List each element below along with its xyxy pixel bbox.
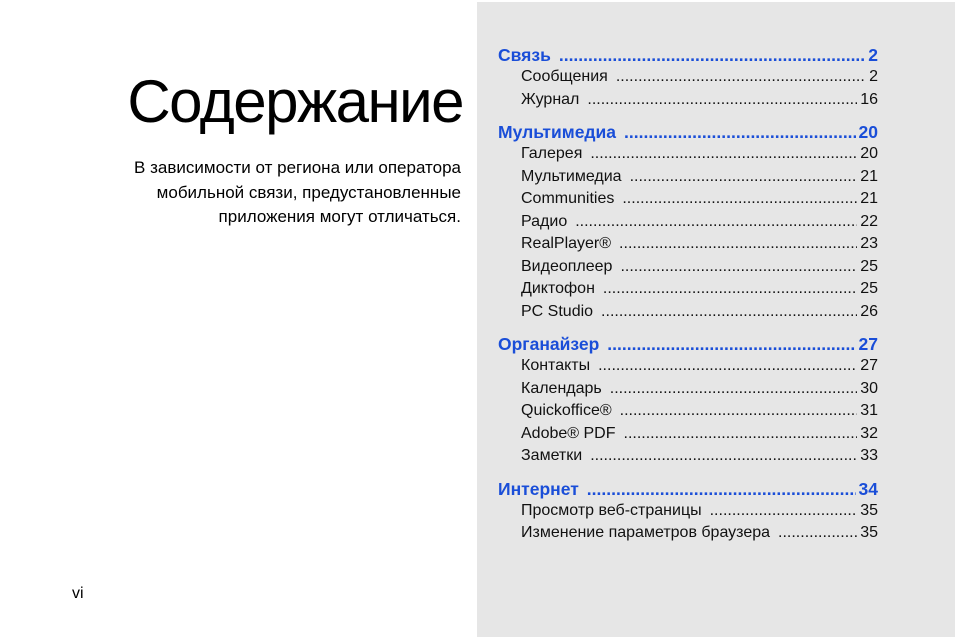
toc-entry-page: 20 [860,145,878,162]
toc-entry[interactable] [498,500,878,523]
toc-section-link[interactable] [498,478,878,500]
toc-entry-label: Мультимедиа [521,167,622,185]
toc-entry-page: 30 [860,379,878,397]
toc-section [498,478,878,545]
toc-entry-label: Communities [521,190,615,207]
toc-section-label: Органайзер [498,334,600,354]
toc-entry[interactable] [498,445,878,468]
toc-entry[interactable] [498,378,878,401]
toc-entry-page: 27 [860,357,878,374]
toc-leader-dots [620,400,858,423]
toc-leader-dots [575,211,857,234]
toc-entry-label: Изменение параметров браузера [521,524,771,541]
page-title: Содержание [127,68,463,135]
toc-entry-label: Adobe® PDF [521,424,616,442]
toc-leader-dots [778,522,857,545]
toc-entry-label: PC Studio [521,302,594,320]
toc-entry-page: 23 [860,235,878,252]
toc-entry-label: Контакты [521,357,591,374]
left-page [0,0,477,637]
toc-leader-dots [559,44,865,66]
toc-entry[interactable] [498,143,878,166]
toc-entry-label: Заметки [521,447,583,464]
page-number: vi [72,585,84,602]
toc-entry-page: 2 [869,68,878,85]
toc-leader-dots [616,66,866,89]
toc-entry-page: 33 [860,447,878,464]
toc-entry[interactable] [498,278,878,301]
toc-section-page: 34 [858,478,878,499]
toc-leader-dots [624,423,858,446]
toc-leader-dots [619,233,857,256]
toc-entry[interactable] [498,301,878,324]
toc-section-label: Мультимедиа [498,122,617,142]
toc-leader-dots [590,445,857,468]
toc-section-link[interactable] [498,121,878,143]
toc-entry-page: 32 [860,424,878,442]
toc-section-link[interactable] [498,44,878,66]
toc-section-page: 27 [858,334,878,354]
toc-entry[interactable] [498,233,878,256]
toc-entry-page: 25 [860,280,878,297]
toc-entry[interactable] [498,423,878,446]
toc-entry-page: 21 [860,167,878,185]
toc-entry[interactable] [498,522,878,545]
toc-entry-label: Просмотр веб-страницы [521,501,702,519]
toc-section-page: 20 [858,122,878,142]
toc-entry[interactable] [498,66,878,89]
toc-leader-dots [598,355,857,378]
toc-entry-page: 31 [860,402,878,419]
toc-entry-label: RealPlayer® [521,235,612,252]
toc-entry[interactable] [498,256,878,279]
toc-leader-dots [630,166,858,189]
toc-section-label: Интернет [498,478,579,499]
toc-entry-label: Журнал [521,90,580,108]
toc-entry-label: Видеоплеер [521,257,613,275]
toc-entry[interactable] [498,211,878,234]
toc-leader-dots [590,143,857,166]
toc-entry-page: 35 [860,501,878,519]
toc-entry-label: Сообщения [521,68,608,85]
toc-section [498,333,878,468]
toc-panel [477,2,955,637]
toc-entry-label: Радио [521,212,568,230]
toc-entry-page: 21 [860,190,878,207]
toc-entry-page: 16 [860,90,878,108]
toc-leader-dots [622,188,857,211]
toc-entry-page: 35 [860,524,878,541]
toc-leader-dots [624,121,856,143]
toc-entry[interactable] [498,188,878,211]
toc-entry-label: Quickoffice® [521,402,612,419]
toc-leader-dots [610,378,857,401]
toc-section [498,121,878,323]
toc-section-link[interactable] [498,333,878,355]
toc-leader-dots [620,256,857,279]
toc-section-page: 2 [868,45,878,65]
toc-section-label: Связь [498,45,551,65]
toc-entry-label: Календарь [521,379,602,397]
toc-entry-label: Диктофон [521,280,595,297]
toc-entry-page: 22 [860,212,878,230]
toc-entry-page: 25 [860,257,878,275]
toc-entry[interactable] [498,89,878,112]
toc-entry[interactable] [498,400,878,423]
toc-leader-dots [603,278,857,301]
toc-leader-dots [587,89,857,112]
toc-entry[interactable] [498,166,878,189]
intro-text: В зависимости от региона или оператора мобильной связи, предустановленные приложения могут отличаться. [134,158,461,226]
table-of-contents [498,44,878,545]
toc-leader-dots [607,333,855,355]
toc-entry-label: Галерея [521,145,583,162]
toc-leader-dots [587,478,856,500]
toc-leader-dots [601,301,857,324]
toc-section [498,44,878,111]
toc-entry[interactable] [498,355,878,378]
toc-entry-page: 26 [860,302,878,320]
toc-leader-dots [710,500,858,523]
